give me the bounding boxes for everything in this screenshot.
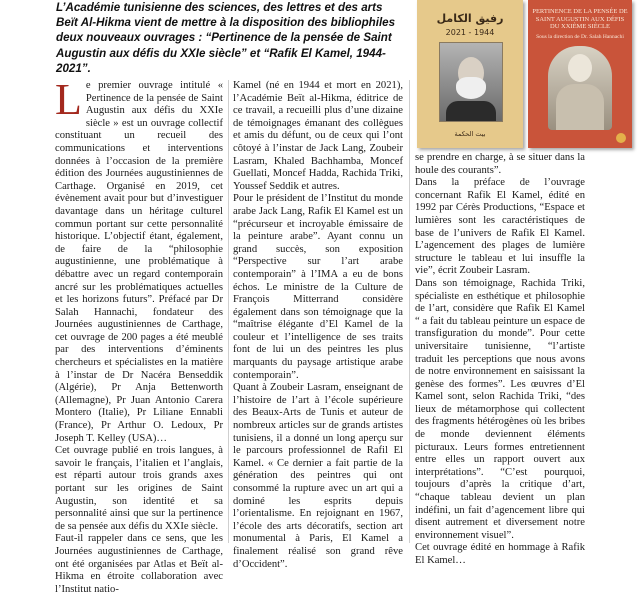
paragraph: Dans son témoignage, Rachida Triki, spécialiste en esthétique et philosophie de l’art, considère que Rafik El Kamel “ a fait du tableau peinture un espace de transfiguration du monde”. Pour cette universitaire tunisienne, “l’artiste traduit les perceptions que nous avons de notre environnement en saisissant la genèse des formes”. Les œuvres d’El Kamel sont, selon Rachida Triki, “des lieux de métamorphose qui collectent des fragments hétérogènes où les bribes de monde deviennent éléments picturaux. Leurs formes entretiennent entre elles un rapport ouvert aux interprétations”. “C’est pourquoi, toujours d’après la critique d’art, “chaque tableau devient un plan indéfini, un fait d’agencement libre qui disent autrement et diversement notre environnement visuel”. bbox=[415, 277, 585, 541]
book-cover-publisher: بيت الحكمة bbox=[454, 130, 486, 138]
statue-illustration bbox=[548, 46, 612, 130]
paragraph: Quant à Zoubeir Lasram, enseignant de l’histoire de l’art à l’école supérieure des Beaux-Arts de Tunis et auteur de nombreux articles sur de grands artistes tunisiens, il a donné un long aperçu sur le parcours professionnel de Rafil El Kamel. « Ce dernier a fait partie de la génération des peintres qui ont consommé la rupture avec un art qui a dominé les esprits depuis l’orientalisme. En rejoignant en 1967, l’école des arts décoratifs, section art monumental à Paris, El Kamel a finalement réalisé son grand rêve d’Occident”. bbox=[233, 382, 403, 570]
drop-cap: L bbox=[55, 75, 82, 124]
lead-paragraph: L’Académie tunisienne des sciences, des lettres et des arts Beït Al-Hikma vient de mettre à la disposition des bibliophiles deux nouveaux ouvrages : “Pertinence de la pensée de Saint Augustin aux défis du XXIe siècle” et “Rafik El Kamel, 1944-2021”. bbox=[56, 1, 396, 75]
book-cover-saint-augustin bbox=[528, 0, 632, 148]
paragraph: Cet ouvrage édité en hommage à Rafik El Kamel… bbox=[415, 542, 585, 566]
paragraph: Kamel (né en 1944 et mort en 2021), l’Académie Beït al-Hikma, éditrice de ce travail, a recueilli plus d’une dizaine de témoignages émanant des collègues et amis du défunt, ou de ceux qui l’ont côtoyé à l’instar de Jack Lang, Zoubeir Lasram, Khaled Bachhamba, Moncef Guellati, Moncef Hadda, Rachida Triki, Youssef Seddik et autres. bbox=[233, 80, 403, 192]
article-column-2 bbox=[233, 80, 403, 570]
publisher-logo-icon bbox=[616, 133, 626, 143]
book-cover-years: 2021 - 1944 bbox=[445, 28, 495, 37]
book-cover-title: PERTINENCE DE LA PENSÉE DE SAINT AUGUSTIN AUX DÉFIS DU XXIÈME SIÈCLE bbox=[532, 8, 628, 30]
article-column-3 bbox=[415, 152, 585, 566]
paragraph: se prendre en charge, à se situer dans la houle des courants”. bbox=[415, 152, 585, 176]
paragraph: e premier ouvrage intitulé « Pertinence de la pensée de Saint Augustin aux défis du XXIe siècle » est un ouvrage collectif constituant un recueil des communications et interventions données à l’occasion de la première édition des Journées augustiniennes de Carthage. Organisé en 2019, cet évènement avait pour but d’investiguer davantage dans un héritage culturel commun portant sur cette personnalité historique. L’objectif étant, également, de faire de la “philosophie augustinienne, une problématique à débattre avec un regard contemporain ancré sur les problématiques actuelles et les horizons futurs”. Préfacé par Dr Salah Hannachi, fondateur des Journées augustiniennes de Carthage, cet ouvrage de 200 pages a été meublé par des interventions d’éminents chercheurs et spécialistes en la matière à l’instar de Dr Nacéra Benseddik (Algérie), Pr Anja Bettenworth (Allemagne), Pr Juan Antonio Carera Montero (Italie), Pr Liliane Ennabli (France), Pr Arthur O. Ledoux, Pr Joseph T. Kelley (USA)… bbox=[55, 80, 223, 444]
portrait-photo bbox=[439, 42, 503, 122]
book-cover-rafik-el-kamel bbox=[417, 0, 523, 148]
book-cover-editor: Sous la direction de Dr. Salah Hannachi bbox=[536, 34, 624, 40]
column-divider bbox=[409, 80, 410, 543]
paragraph: Faut-il rappeler dans ce sens, que les Journées augustiniennes de Carthage, ont été organisées par Atlas et Beït al-Hikma en étroite collaboration avec l’Institut natio- bbox=[55, 533, 223, 595]
paragraph: Cet ouvrage publié en trois langues, à savoir le français, l’italien et l’anglais, est réparti autour trois grands axes portant sur les origines de Saint Augustin, son identité et sa personnalité ainsi que sur la pertinence de sa pensée aux défis du XXIe siècle. bbox=[55, 445, 223, 532]
paragraph: Dans la préface de l’ouvrage concernant Rafik El Kamel, édité en 1992 par Cérès Productions, “Espace et lumières sont les caractéristiques de base de l’univers de Rafik El Kamel. L’agencement des plages de lumière structure le tableau et lui insuffle la vie”, écrit Zoubeir Lasram. bbox=[415, 177, 585, 277]
column-divider bbox=[228, 80, 229, 543]
article-column-1 bbox=[55, 75, 223, 595]
book-cover-title: رفيق الكامل bbox=[436, 12, 504, 25]
paragraph: Pour le président de l’Institut du monde arabe Jack Lang, Rafik El Kamel est un “précurseur et incroyable émissaire de la peinture arabe”. Ayant connu un grand succès, son exposition “Perspective sur l’art arabe contemporain” à l’IMA a eu de bons échos. Le ministre de la Culture de François Mitterrand considère également dans son témoignage que la “maîtrise élégante d’El Kamel de la couleur et l’intelligence de ses traits font de lui un des peintres les plus marquants du paysage artistique arabe contemporain”. bbox=[233, 193, 403, 381]
